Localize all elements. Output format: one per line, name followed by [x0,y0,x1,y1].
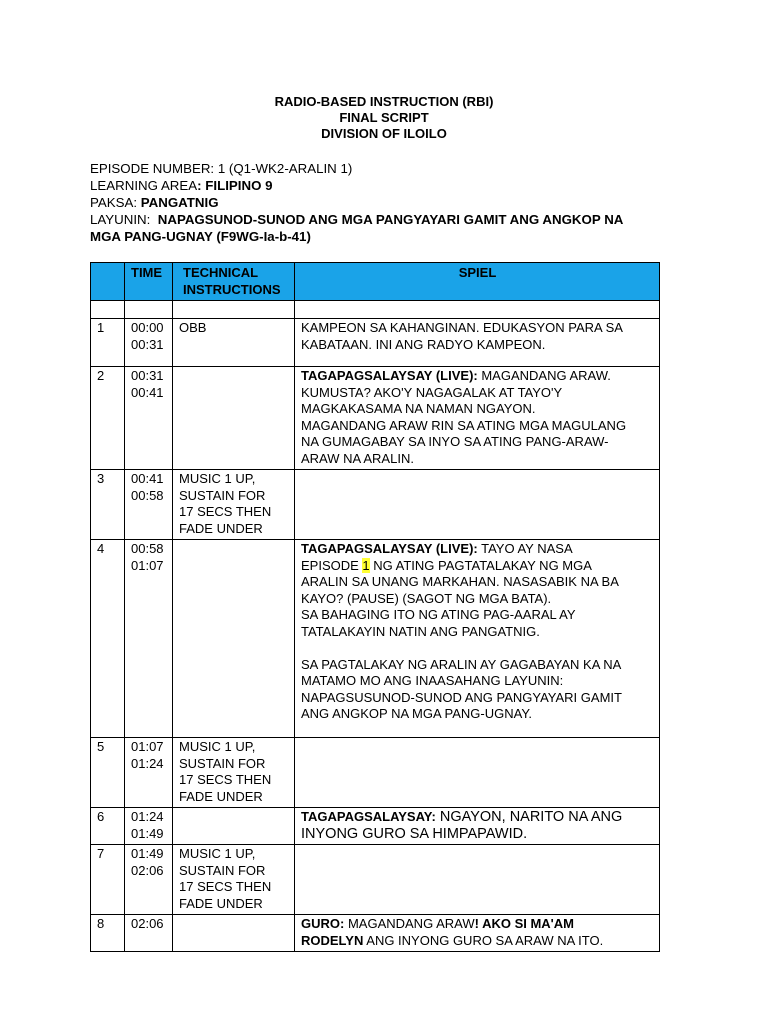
row-time-text: 02:06 [131,916,164,931]
row-technical-text: OBB [179,320,207,335]
learning-area [90,177,670,194]
layunin-label: LAYUNIN: [90,212,158,227]
learning-area-value: : FILIPINO 9 [197,178,273,193]
row-spiel [295,319,660,367]
row-technical [173,470,295,540]
row-spiel [295,808,660,845]
row-technical-text: MUSIC 1 UP, SUSTAIN FOR 17 SECS THEN FADE UNDER [179,846,272,911]
speaker-label: TAGAPAGSALAYSAY: [301,809,436,824]
row-technical [173,915,295,952]
row-time [125,738,173,808]
episode-metadata [90,160,670,245]
row-time-text: 00:00 00:31 [131,320,164,352]
header-time: TIME [125,263,173,301]
table-row [91,367,660,470]
layunin-continued [90,228,670,245]
table-row-empty [91,301,660,319]
row-number: 3 [91,470,125,540]
row-spiel [295,738,660,808]
empty-cell [125,301,173,319]
header-num-cell [91,263,125,301]
row-time [125,319,173,367]
row-spiel-text [301,809,654,842]
row-time-text: 00:58 01:07 [131,541,164,573]
row-technical [173,319,295,367]
spiel-body-end: ANG INYONG GURO SA ARAW NA ITO. [363,932,604,948]
row-spiel [295,470,660,540]
table-header-row [91,263,660,301]
table-row [91,540,660,738]
row-spiel [295,367,660,470]
paksa [90,194,670,211]
spiel-body: MAGANDANG ARAW. KUMUSTA? AKO'Y NAGAGALAK AT TAYO'Y MAGKAKASAMA NA NAMAN NGAYON. MAGANDANG ARAW RIN SA ATING MGA MAGULANG NA GUMAGABAY SA INYO SA ATING PANG-ARAW- ARAW NA ARALIN. [301,368,627,466]
row-spiel-text [301,916,654,949]
table-row [91,808,660,845]
header-technical [173,263,295,301]
row-number: 5 [91,738,125,808]
row-technical [173,808,295,845]
paksa-label: PAKSA: [90,195,141,210]
empty-cell [295,301,660,319]
row-number: 4 [91,540,125,738]
header-spiel: SPIEL [295,263,660,301]
header-subtitle: FINAL SCRIPT [339,110,429,125]
speaker-label: TAGAPAGSALAYSAY (LIVE): [301,368,478,383]
row-number: 7 [91,845,125,915]
table-row [91,319,660,367]
speaker-label: GURO: [301,916,345,931]
row-time [125,367,173,470]
row-number: 8 [91,915,125,952]
spiel-body-end: NG ATING PAGTATALAKAY NG MGA ARALIN SA UNANG MARKAHAN. NASASABIK NA BA KAYO? (PAUSE) (SAGOT NG MGA BATA). SA BAHAGING ITO NG ATING PAG-AARAL AY TATALAKAYIN NATIN ANG PANGATNIG. SA PAGTALAKAY NG ARALIN AY GAGABAYAN KA NA MATAMO MO ANG INAASAHANG LAYUNIN: NAPAGSUSUNOD-SUNOD ANG PANGYAYARI GAMIT ANG ANGKOP NA MGA PANG-UGNAY. [301,557,622,721]
speaker-label: TAGAPAGSALAYSAY (LIVE): [301,541,478,556]
table-row [91,845,660,915]
row-technical [173,367,295,470]
table-row [91,470,660,540]
row-time [125,540,173,738]
spiel-body: NGAYON, NARITO NA ANG INYONG GURO SA HIMPAPAWID. [301,809,623,842]
row-spiel-text: KAMPEON SA KAHANGINAN. EDUKASYON PARA SA KABATAAN. INI ANG RADYO KAMPEON. [301,320,623,352]
document-header [0,94,768,142]
layunin [90,211,670,228]
highlighted-episode-number: 1 [362,557,370,573]
episode-number: EPISODE NUMBER: 1 (Q1-WK2-ARALIN 1) [90,161,353,176]
table-row [91,915,660,952]
row-number: 6 [91,808,125,845]
row-spiel [295,915,660,952]
row-time [125,470,173,540]
row-technical [173,540,295,738]
row-time-text: 01:49 02:06 [131,846,164,878]
spiel-body-start: TAYO AY NASA EPISODE [301,541,573,573]
header-title: RADIO-BASED INSTRUCTION (RBI) [274,94,494,109]
empty-cell [173,301,295,319]
spiel-body-bold: ! AKO SI MA'AM RODELYN [301,916,574,948]
row-technical [173,845,295,915]
row-time-text: 01:24 01:49 [131,809,164,841]
row-number: 2 [91,367,125,470]
layunin-value-line1: NAPAGSUNOD-SUNOD ANG MGA PANGYAYARI GAMIT ANG ANGKOP NA [157,212,624,227]
row-technical-text: MUSIC 1 UP, SUSTAIN FOR 17 SECS THEN FADE UNDER [179,739,272,804]
header-division: DIVISION OF ILOILO [321,126,447,141]
paksa-value: PANGATNIG [140,195,219,210]
header-technical-label: TECHNICAL INSTRUCTIONS [183,265,281,297]
empty-cell [91,301,125,319]
script-table [90,262,660,952]
layunin-value-line2: MGA PANG-UGNAY (F9WG-Ia-b-41) [90,229,311,244]
row-time [125,808,173,845]
row-spiel-text [301,541,654,723]
table-row [91,738,660,808]
row-time-text: 00:31 00:41 [131,368,164,400]
learning-area-label: LEARNING AREA [90,178,198,193]
row-time [125,915,173,952]
row-time-text: 00:41 00:58 [131,471,164,503]
row-technical [173,738,295,808]
row-time-text: 01:07 01:24 [131,739,164,771]
spiel-body-start: MAGANDANG ARAW [344,916,475,931]
row-number: 1 [91,319,125,367]
row-technical-text: MUSIC 1 UP, SUSTAIN FOR 17 SECS THEN FADE UNDER [179,471,272,536]
row-spiel [295,845,660,915]
row-spiel-text [301,368,654,467]
row-spiel [295,540,660,738]
row-time [125,845,173,915]
